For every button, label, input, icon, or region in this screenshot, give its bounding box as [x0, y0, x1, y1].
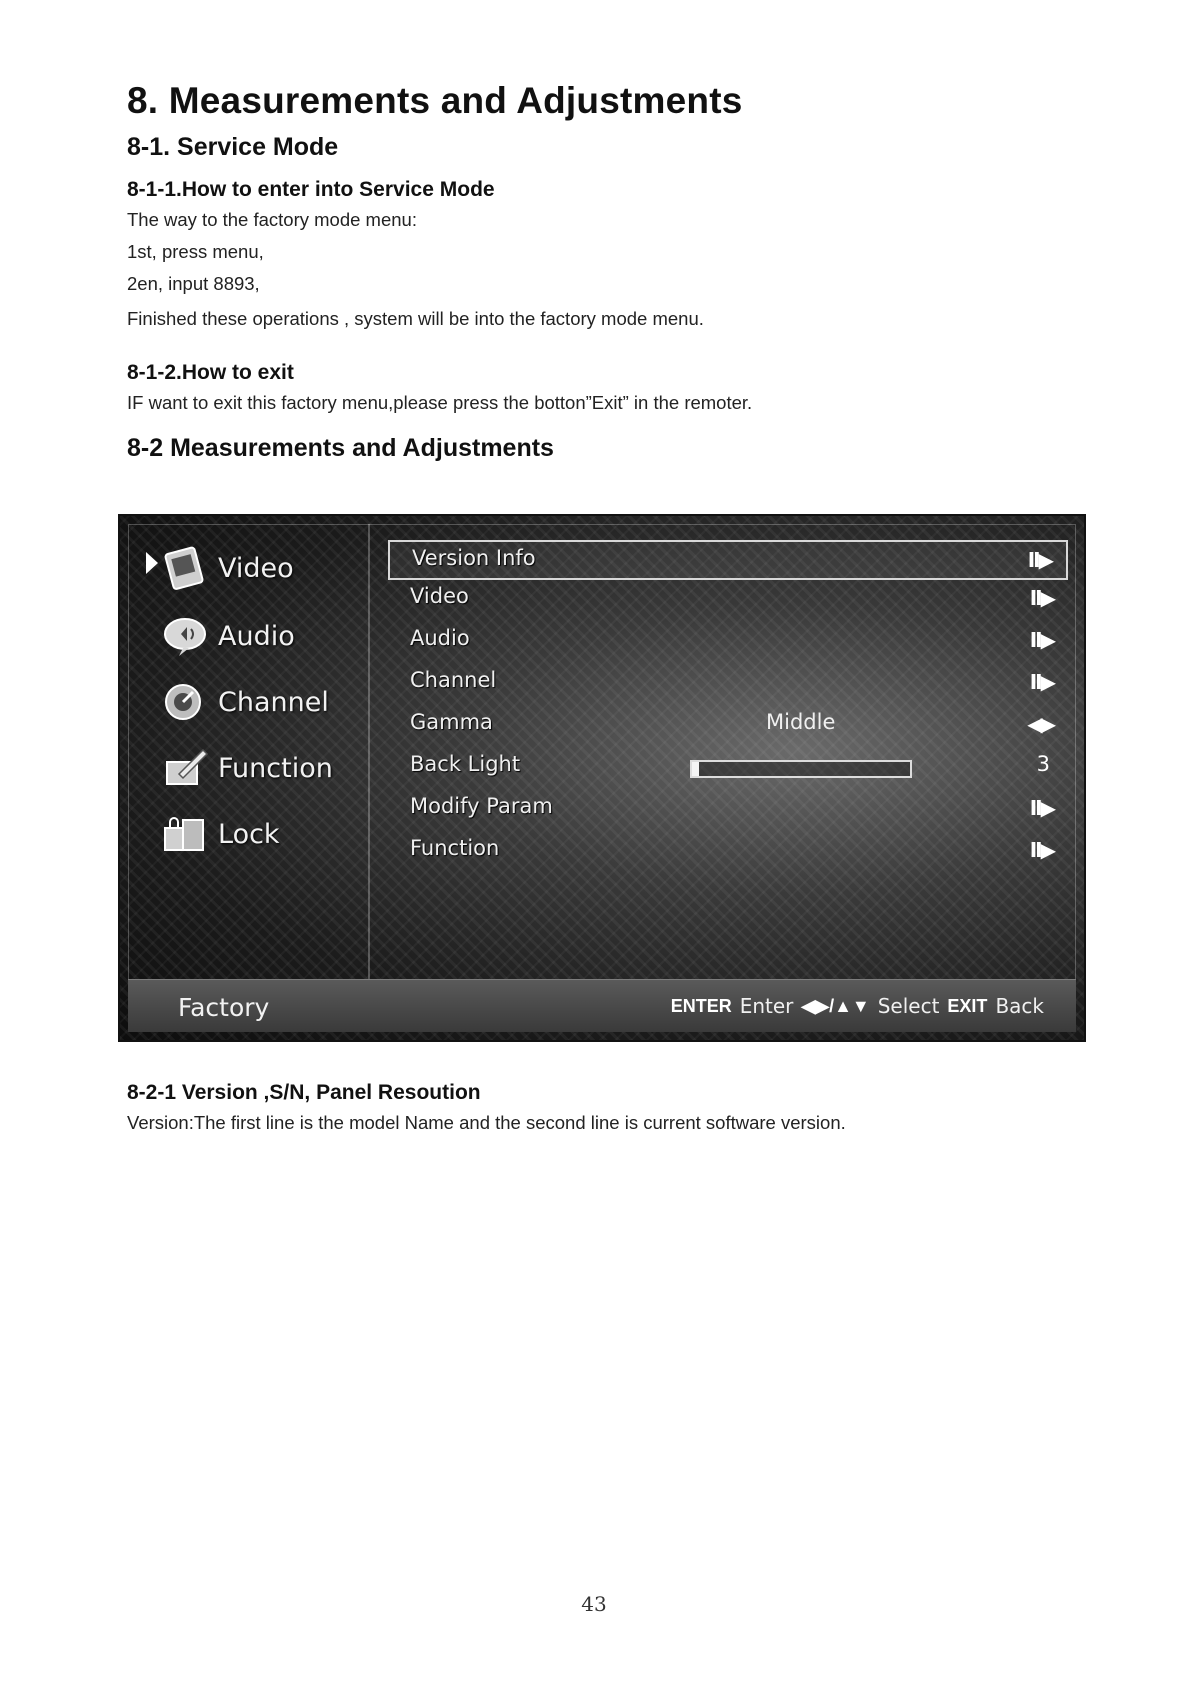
left-menu-item-audio[interactable] — [160, 606, 295, 666]
exit-key-hint: EXIT — [947, 995, 988, 1016]
menu-item-label: Channel — [410, 668, 497, 692]
select-action-hint: Select — [877, 994, 940, 1018]
section-service-mode-title: 8-1. Service Mode — [127, 133, 339, 161]
page-number: 43 — [581, 1592, 607, 1616]
menu-item-label: Modify Param — [410, 794, 553, 818]
left-right-arrow-icon: ◀▶ — [1027, 712, 1054, 736]
lock-icon — [160, 809, 210, 859]
menu-item-label: Audio — [410, 626, 470, 650]
left-menu-item-lock[interactable] — [160, 804, 280, 864]
submenu-arrow-icon: II▶ — [1029, 670, 1054, 694]
section-exit-title: 8-1-2.How to exit — [127, 361, 294, 384]
menu-item-label: Gamma — [410, 710, 493, 734]
left-menu-label: Video — [218, 552, 294, 584]
left-menu-item-channel[interactable] — [160, 672, 329, 732]
section-measurements-title: 8-2 Measurements and Adjustments — [127, 434, 554, 462]
exit-text: IF want to exit this factory menu,please press the botton”Exit” in the remoter. — [127, 392, 753, 413]
menu-item-video[interactable] — [388, 580, 1068, 620]
gamma-value: Middle — [766, 710, 836, 734]
channel-icon — [160, 677, 210, 727]
enter-key-hint: ENTER — [670, 995, 732, 1016]
menu-item-back-light[interactable] — [388, 748, 1068, 788]
enter-line-3: 2en, input 8893, — [127, 273, 260, 294]
menu-item-function[interactable] — [388, 832, 1068, 872]
menu-item-modify-param[interactable] — [388, 790, 1068, 830]
menu-divider — [368, 524, 370, 980]
video-icon — [160, 543, 210, 593]
left-menu-item-video[interactable] — [160, 538, 294, 598]
function-icon — [160, 743, 210, 793]
left-menu-label: Function — [218, 752, 333, 784]
menu-item-gamma[interactable] — [388, 706, 1068, 746]
back-light-slider-fill — [692, 762, 699, 776]
back-light-slider[interactable] — [690, 760, 912, 778]
left-menu-label: Lock — [218, 818, 280, 850]
page-title: 8. Measurements and Adjustments — [127, 80, 743, 121]
menu-item-label: Video — [410, 584, 469, 608]
section-enter-title: 8-1-1.How to enter into Service Mode — [127, 178, 495, 201]
submenu-arrow-icon: II▶ — [1029, 628, 1054, 652]
back-light-value: 3 — [1036, 752, 1050, 776]
menu-item-channel[interactable] — [388, 664, 1068, 704]
submenu-arrow-icon: II▶ — [1029, 586, 1054, 610]
menu-item-label: Back Light — [410, 752, 521, 776]
menu-item-label: Version Info — [412, 546, 536, 570]
factory-menu-screenshot — [118, 514, 1086, 1042]
menu-item-version-info[interactable] — [388, 540, 1068, 580]
exit-action-hint: Back — [995, 994, 1044, 1018]
factory-menu-title: Factory — [178, 993, 270, 1022]
menu-item-audio[interactable] — [388, 622, 1068, 662]
submenu-arrow-icon: II▶ — [1029, 796, 1054, 820]
left-menu-label: Channel — [218, 686, 329, 718]
select-arrows-icon: ◀▶/▲▼ — [801, 995, 870, 1016]
section-version-title: 8-2-1 Version ,S/N, Panel Resoution — [127, 1081, 481, 1104]
version-text: Version:The first line is the model Name and the second line is current software version. — [127, 1112, 846, 1133]
menu-item-label: Function — [410, 836, 500, 860]
left-menu-item-function[interactable] — [160, 738, 333, 798]
submenu-arrow-icon: II▶ — [1027, 548, 1052, 572]
enter-line-2: 1st, press menu, — [127, 241, 264, 262]
enter-note: Finished these operations , system will be into the factory mode menu. — [127, 308, 704, 329]
enter-action-hint: Enter — [739, 994, 794, 1018]
left-menu-selection-arrow — [146, 552, 158, 574]
audio-icon — [160, 611, 210, 661]
submenu-arrow-icon: II▶ — [1029, 838, 1054, 862]
key-hints — [671, 994, 1044, 1018]
left-menu-label: Audio — [218, 620, 295, 652]
enter-line-1: The way to the factory mode menu: — [127, 209, 417, 230]
